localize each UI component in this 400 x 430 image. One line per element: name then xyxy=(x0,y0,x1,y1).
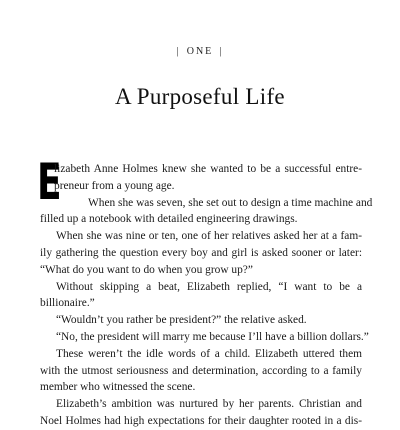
text-line: with the utmost seriousness and determination, according to a family xyxy=(40,364,362,377)
text-line: When she was nine or ten, one of her relatives asked her at a fam- xyxy=(56,230,362,243)
text-line: Elizabeth’s ambition was nurtured by her parents. Christian and xyxy=(56,398,362,411)
text-line: “What do you want to do when you grow up?” xyxy=(40,263,253,276)
text-line: lizabeth Anne Holmes knew she wanted to be a successful entre- xyxy=(54,163,362,175)
text-line: “No, the president will marry me because I’ll have a billion dollars.” xyxy=(56,330,369,343)
chapter-number-text: ONE xyxy=(186,46,214,57)
body-text xyxy=(40,161,373,430)
text-line: “Wouldn’t you rather be president?” the relative asked. xyxy=(56,314,307,327)
chapter-bar-right: | xyxy=(219,46,224,57)
text-line: preneur from a young age. xyxy=(54,179,175,192)
text-line: When she was seven, she set out to design a time machine and xyxy=(88,196,373,209)
text-line: billionaire.” xyxy=(40,297,95,310)
text-line: ily gathering the question every boy and girl is asked sooner or later: xyxy=(40,246,362,259)
text-line: Noel Holmes had high expectations for their daughter rooted in a dis- xyxy=(40,414,362,427)
text-line: Without skipping a beat, Elizabeth replied, “I want to be a xyxy=(56,280,362,293)
drop-cap: E xyxy=(37,153,62,211)
text-line: filled up a notebook with detailed engineering drawings. xyxy=(40,213,298,226)
text-line: These weren’t the idle words of a child. Elizabeth uttered them xyxy=(56,347,362,360)
chapter-number xyxy=(0,46,400,57)
chapter-bar-left: | xyxy=(176,46,181,57)
chapter-title: A Purposeful Life xyxy=(115,84,285,109)
text-line: member who witnessed the scene. xyxy=(40,381,196,394)
